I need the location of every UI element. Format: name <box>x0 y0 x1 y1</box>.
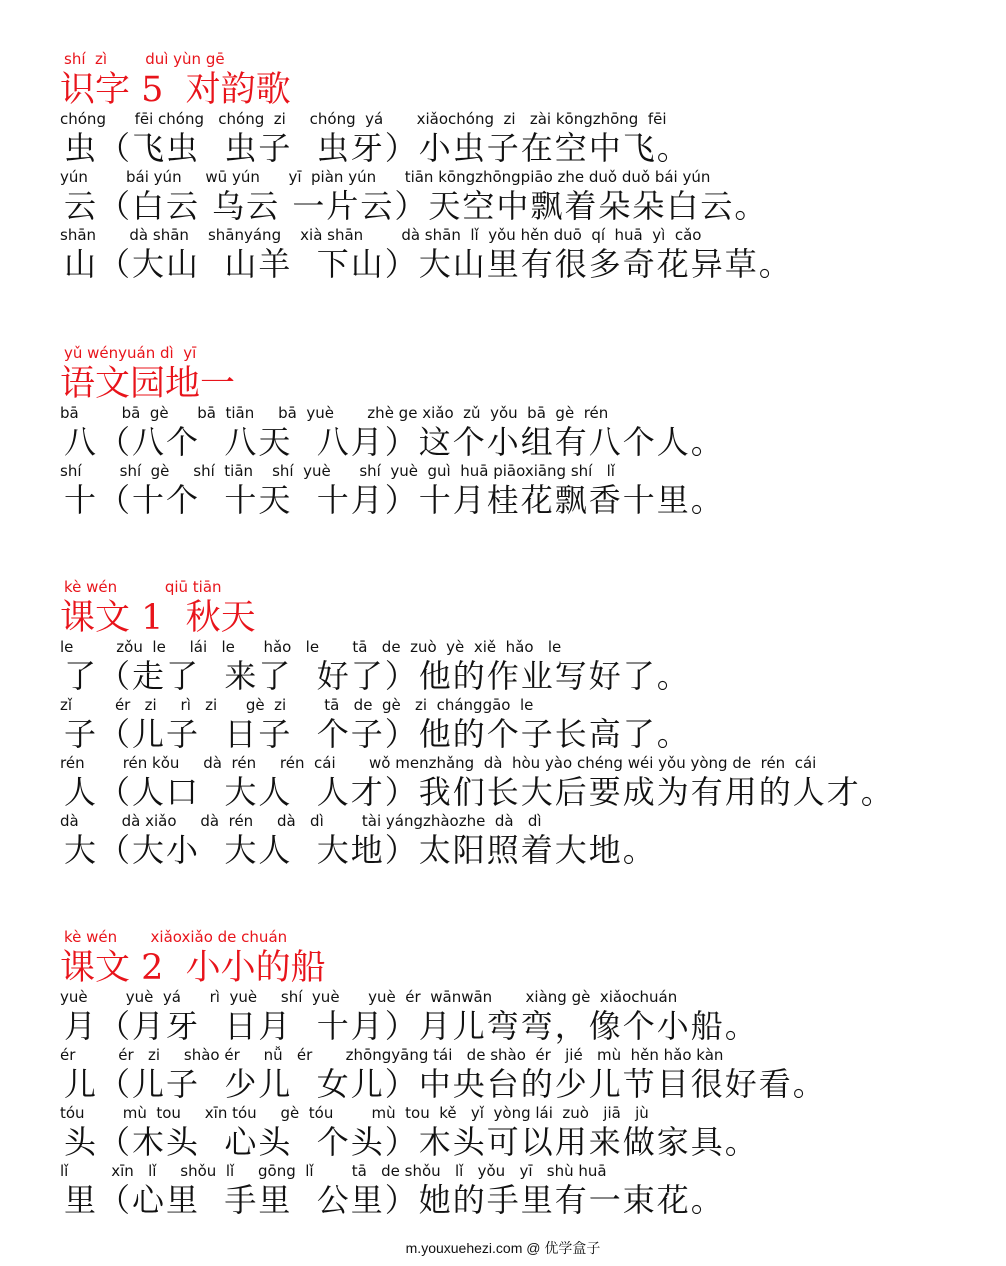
line-hanzi: 子（儿子 日子 个子）他的个子长高了。 <box>64 715 691 753</box>
line-pinyin: yún bái yún wū yún yī piàn yún tiān kōngzhōngpiāo zhe duǒ duǒ bái yún <box>60 168 711 186</box>
section-title: 语文园地一 <box>60 364 236 404</box>
line-hanzi: 云（白云 乌云 一片云）天空中飘着朵朵白云。 <box>64 187 769 225</box>
text-line <box>60 754 990 812</box>
section-4 <box>60 926 990 1220</box>
text-line <box>60 168 990 226</box>
line-hanzi: 儿（儿子 少儿 女儿）中央台的少儿节目很好看。 <box>64 1065 827 1103</box>
line-hanzi: 里（心里 手里 公里）她的手里有一束花。 <box>64 1181 725 1219</box>
section-1 <box>60 48 990 284</box>
line-pinyin: shān dà shān shānyáng xià shān dà shān lǐ yǒu hěn duō qí huā yì cǎo <box>60 226 702 244</box>
text-line <box>60 462 990 520</box>
text-line <box>60 226 990 284</box>
section-title-pinyin: yǔ wényuán dì yī <box>64 344 197 362</box>
line-pinyin: zǐ ér zi rì zi gè zi tā de gè zi chánggāo le <box>60 696 534 714</box>
text-line <box>60 404 990 462</box>
section-title-pinyin: kè wén xiǎoxiǎo de chuán <box>64 928 288 946</box>
text-line <box>60 1162 990 1220</box>
section-title: 课文 1 秋天 <box>60 598 256 638</box>
line-hanzi: 了（走了 来了 好了）他的作业写好了。 <box>64 657 691 695</box>
line-hanzi: 人（人口 大人 人才）我们长大后要成为有用的人才。 <box>64 773 895 811</box>
line-pinyin: chóng fēi chóng chóng zi chóng yá xiǎochóng zi zài kōngzhōng fēi <box>60 110 667 128</box>
line-pinyin: rén rén kǒu dà rén rén cái wǒ menzhǎng dà hòu yào chéng wéi yǒu yòng de rén cái <box>60 754 817 772</box>
line-hanzi: 八（八个 八天 八月）这个小组有八个人。 <box>64 423 725 461</box>
section-title-pinyin: shí zì duì yùn gē <box>64 50 225 68</box>
line-pinyin: shí shí gè shí tiān shí yuè shí yuè guì huā piāoxiāng shí lǐ <box>60 462 615 480</box>
text-line <box>60 1046 990 1104</box>
line-pinyin: le zǒu le lái le hǎo le tā de zuò yè xiě hǎo le <box>60 638 562 656</box>
section-title-pinyin: kè wén qiū tiān <box>64 578 222 596</box>
line-pinyin: yuè yuè yá rì yuè shí yuè yuè ér wānwān xiàng gè xiǎochuán <box>60 988 678 1006</box>
section-title: 课文 2 小小的船 <box>60 948 326 988</box>
footer-watermark: m.youxuehezi.com @ 优学盒子 <box>405 1240 601 1256</box>
line-pinyin: lǐ xīn lǐ shǒu lǐ gōng lǐ tā de shǒu lǐ yǒu yī shù huā <box>60 1162 607 1180</box>
section-title: 识字 5 对韵歌 <box>60 70 291 110</box>
text-line <box>60 638 990 696</box>
line-pinyin: ér ér zi shào ér nǚ ér zhōngyāng tái de shào ér jié mù hěn hǎo kàn <box>60 1046 724 1064</box>
line-hanzi: 十（十个 十天 十月）十月桂花飘香十里。 <box>64 481 725 519</box>
text-line <box>60 988 990 1046</box>
text-line <box>60 696 990 754</box>
line-pinyin: tóu mù tou xīn tóu gè tóu mù tou kě yǐ yòng lái zuò jiā jù <box>60 1104 649 1122</box>
section-3 <box>60 576 990 870</box>
text-line <box>60 1104 990 1162</box>
line-pinyin: dà dà xiǎo dà rén dà dì tài yángzhàozhe dà dì <box>60 812 542 830</box>
line-hanzi: 大（大小 大人 大地）太阳照着大地。 <box>64 831 657 869</box>
line-hanzi: 山（大山 山羊 下山）大山里有很多奇花异草。 <box>64 245 793 283</box>
section-2 <box>60 342 990 520</box>
line-pinyin: bā bā gè bā tiān bā yuè zhè ge xiǎo zǔ yǒu bā gè rén <box>60 404 609 422</box>
line-hanzi: 虫（飞虫 虫子 虫牙）小虫子在空中飞。 <box>64 129 691 167</box>
line-hanzi: 头（木头 心头 个头）木头可以用来做家具。 <box>64 1123 759 1161</box>
text-line <box>60 110 990 168</box>
text-line <box>60 812 990 870</box>
line-hanzi: 月（月牙 日月 十月）月儿弯弯，像个小船。 <box>64 1007 759 1045</box>
